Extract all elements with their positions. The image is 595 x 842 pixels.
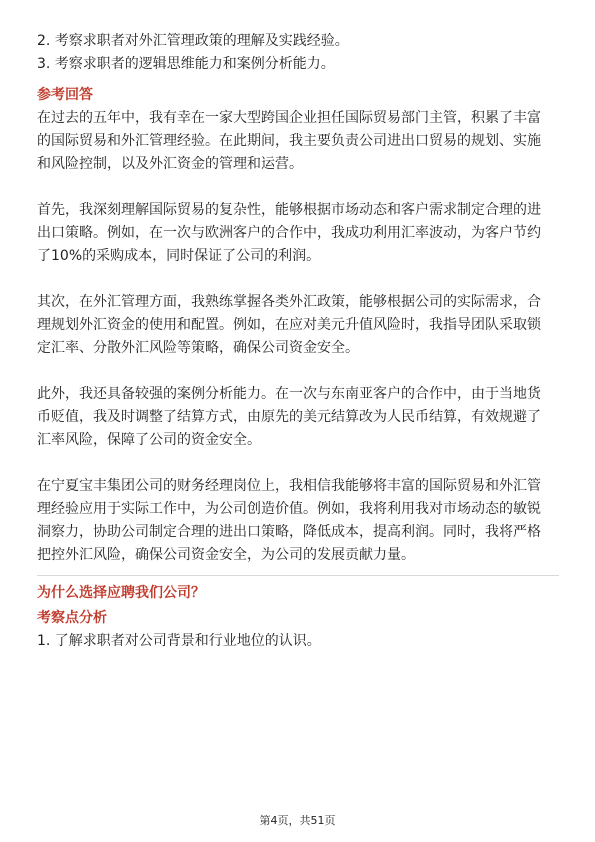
answer-heading: 参考回答 xyxy=(37,87,93,103)
paragraph-line: 出口策略。例如，在一次与欧洲客户的合作中，我成功利用汇率波动，为客户节约 xyxy=(37,225,541,241)
page-footer: 第4页，共51页 xyxy=(259,814,336,827)
paragraph-line: 理规划外汇资金的使用和配置。例如，在应对美元升值风险时，我指导团队采取锁 xyxy=(37,317,541,333)
question-heading: 为什么选择应聘我们公司？ xyxy=(37,585,205,601)
paragraph-line: 洞察力，协助公司制定合理的进出口策略，降低成本，提高利润。同时，我将严格 xyxy=(37,524,541,540)
paragraph-line: 首先，我深刻理解国际贸易的复杂性，能够根据市场动态和客户需求制定合理的进 xyxy=(37,202,541,218)
paragraph-4 xyxy=(37,383,559,452)
paragraph-line: 定汇率、分散外汇风险等策略，确保公司资金安全。 xyxy=(37,340,359,356)
paragraph-line: 币贬值，我及时调整了结算方式，由原先的美元结算改为人民币结算，有效规避了 xyxy=(37,409,541,425)
analysis-heading: 考察点分析 xyxy=(37,610,107,626)
paragraph-1 xyxy=(37,107,559,176)
paragraph-2 xyxy=(37,199,559,268)
paragraph-line: 汇率风险，保障了公司的资金安全。 xyxy=(37,432,261,448)
paragraph-line: 的国际贸易和外汇管理经验。在此期间，我主要负责公司进出口贸易的规划、实施 xyxy=(37,133,541,149)
list-item: 1. 了解求职者对公司背景和行业地位的认识。 xyxy=(37,633,321,649)
paragraph-3 xyxy=(37,291,559,360)
paragraph-line: 了10%的采购成本，同时保证了公司的利润。 xyxy=(37,248,321,264)
paragraph-line: 此外，我还具备较强的案例分析能力。在一次与东南亚客户的合作中，由于当地货 xyxy=(37,386,541,402)
list-item: 2. 考察求职者对外汇管理政策的理解及实践经验。 xyxy=(37,33,349,49)
paragraph-line: 和风险控制，以及外汇资金的管理和运营。 xyxy=(37,156,303,172)
paragraph-5 xyxy=(37,475,559,567)
paragraph-line: 在宁夏宝丰集团公司的财务经理岗位上，我相信我能够将丰富的国际贸易和外汇管 xyxy=(37,478,541,494)
paragraph-line: 把控外汇风险，确保公司资金安全，为公司的发展贡献力量。 xyxy=(37,547,415,563)
paragraph-line: 理经验应用于实际工作中，为公司创造价值。例如，我将利用我对市场动态的敏锐 xyxy=(37,501,541,517)
paragraph-line: 在过去的五年中，我有幸在一家大型跨国企业担任国际贸易部门主管，积累了丰富 xyxy=(37,110,541,126)
section-divider xyxy=(37,575,559,576)
document-page xyxy=(37,30,559,653)
list-item: 3. 考察求职者的逻辑思维能力和案例分析能力。 xyxy=(37,56,335,72)
paragraph-line: 其次，在外汇管理方面，我熟练掌握各类外汇政策，能够根据公司的实际需求，合 xyxy=(37,294,541,310)
